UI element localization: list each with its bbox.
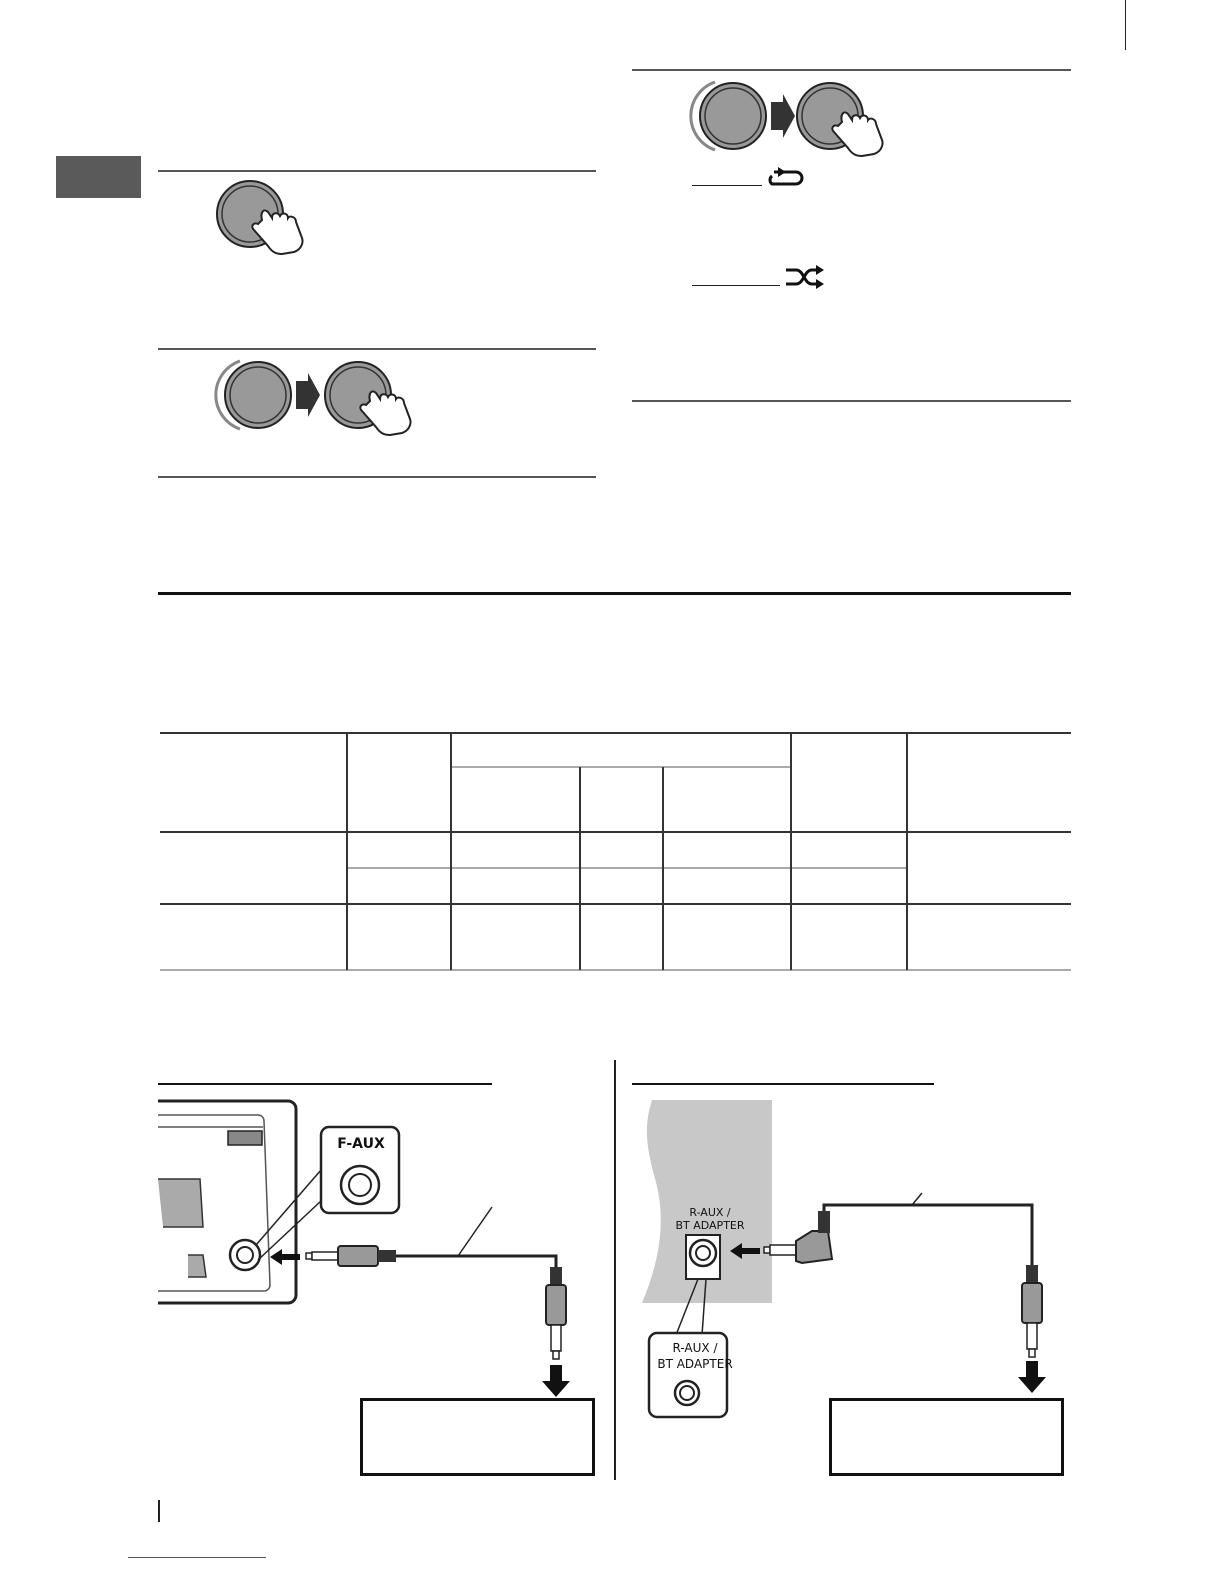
repeat-underline xyxy=(692,185,762,186)
device-label-box xyxy=(360,1398,595,1476)
front-aux-label: F-AUX xyxy=(337,1136,385,1152)
rear-aux-callout-line2: BT ADAPTER xyxy=(657,1357,733,1371)
section-rule xyxy=(158,348,596,350)
section-rule xyxy=(632,400,1071,402)
repeat-icon xyxy=(766,166,806,190)
shuffle-icon xyxy=(784,264,826,290)
section-rule xyxy=(158,476,596,478)
footer-link-underline xyxy=(128,1557,266,1558)
diagram-heading-rule xyxy=(158,1083,492,1085)
rear-aux-callout-label xyxy=(640,1340,750,1372)
shuffle-underline xyxy=(692,285,780,286)
knob-press-icon xyxy=(210,176,320,258)
diagram-heading-rule xyxy=(632,1083,934,1085)
rear-aux-label xyxy=(660,1206,760,1232)
knob-turn-press-icon xyxy=(210,353,425,438)
page-tab-marker xyxy=(56,156,141,198)
section-rule xyxy=(158,170,596,172)
spec-table xyxy=(160,732,1071,972)
rear-aux-callout-line1: R-AUX / xyxy=(672,1341,718,1355)
device-label-box xyxy=(829,1398,1064,1476)
section-divider xyxy=(158,592,1071,595)
knob-turn-press-icon xyxy=(685,74,900,159)
section-rule xyxy=(632,69,1071,71)
crop-mark xyxy=(1125,0,1127,50)
rear-aux-label-line2: BT ADAPTER xyxy=(675,1219,745,1232)
diagram-divider xyxy=(614,1060,616,1480)
rear-aux-label-line1: R-AUX / xyxy=(689,1206,731,1219)
page-number-rule xyxy=(158,1500,160,1522)
